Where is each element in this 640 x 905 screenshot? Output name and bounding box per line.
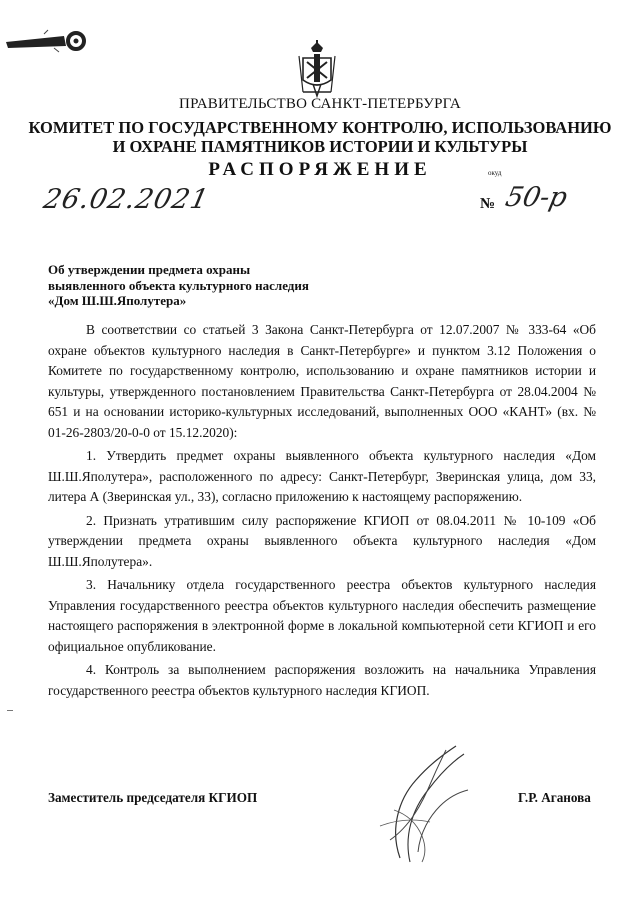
handwritten-document-number: 50-р: [502, 182, 571, 213]
number-prefix: №: [480, 196, 496, 212]
committee-heading-line2: И ОХРАНЕ ПАМЯТНИКОВ ИСТОРИИ И КУЛЬТУРЫ: [112, 137, 528, 156]
subject-line: «Дом Ш.Ш.Яполутера»: [48, 293, 187, 308]
scan-artifact-mark: [4, 28, 86, 54]
document-subject: [48, 262, 368, 309]
handwritten-signature: [360, 740, 490, 870]
document-body: [48, 320, 596, 701]
subject-line: Об утверждении предмета охраны: [48, 262, 251, 277]
signatory-name: Г.Р. Аганова: [518, 790, 591, 805]
signatory-title: Заместитель председателя КГИОП: [48, 790, 258, 805]
item-4-paragraph: 4. Контроль за выполнением распоряжения возложить на начальника Управления государственного реестра объектов культурного наследия КГИОП.: [48, 662, 596, 698]
item-3-paragraph: 3. Начальнику отдела государственного реестра объектов культурного наследия Управления государственного реестра объектов культурного наследия обеспечить размещение настоящего распоряжения в электронной форме в локальной компьютерной сети КГИОП и его официальное опубликование.: [48, 577, 596, 654]
handwritten-date: 26.02.2021: [40, 184, 212, 215]
government-heading: ПРАВИТЕЛЬСТВО САНКТ-ПЕТЕРБУРГА: [179, 96, 461, 112]
subject-line: выявленного объекта культурного наследия: [48, 277, 309, 293]
margin-mark: [7, 710, 13, 711]
item-2-paragraph: 2. Признать утратившим силу распоряжение КГИОП от 08.04.2011 № 10-109 «Об утверждении предмета охраны выявленного объекта культурного наследия «Дом Ш.Ш.Яполутера».: [48, 512, 596, 569]
committee-heading-line1: КОМИТЕТ ПО ГОСУДАРСТВЕННОМУ КОНТРОЛЮ, ИСПОЛЬЗОВАНИЮ: [28, 118, 612, 137]
intro-paragraph: В соответствии со статьей 3 Закона Санкт-Петербурга от 12.07.2007 № 333-64 «Об охране объектов культурного наследия в Санкт-Петербурге» и пунктом 3.12 Положения о Комитете по государственному контролю, использованию и охране памятников истории и культуры, утвержденного постановлением Правительства Санкт-Петербурга от 28.04.2004 № 651 и на основании историко-культурных исследований, выполненных ООО «КАНТ» (вх. № 01-26-2803/20-0-0 от 15.12.2020):: [48, 322, 596, 440]
document-type: РАСПОРЯЖЕНИЕ: [208, 159, 432, 180]
st-petersburg-coat-of-arms-icon: [297, 40, 337, 98]
item-1-paragraph: 1. Утвердить предмет охраны выявленного объекта культурного наследия «Дом Ш.Ш.Яполутера», расположенного по адресу: Санкт-Петербург, Зверинская улица, дом 33, литера А (Зверинская ул., 33), согласно приложению к настоящему распоряжению.: [48, 448, 596, 504]
committee-heading: [0, 118, 640, 156]
okud-label: окуд: [488, 169, 502, 177]
